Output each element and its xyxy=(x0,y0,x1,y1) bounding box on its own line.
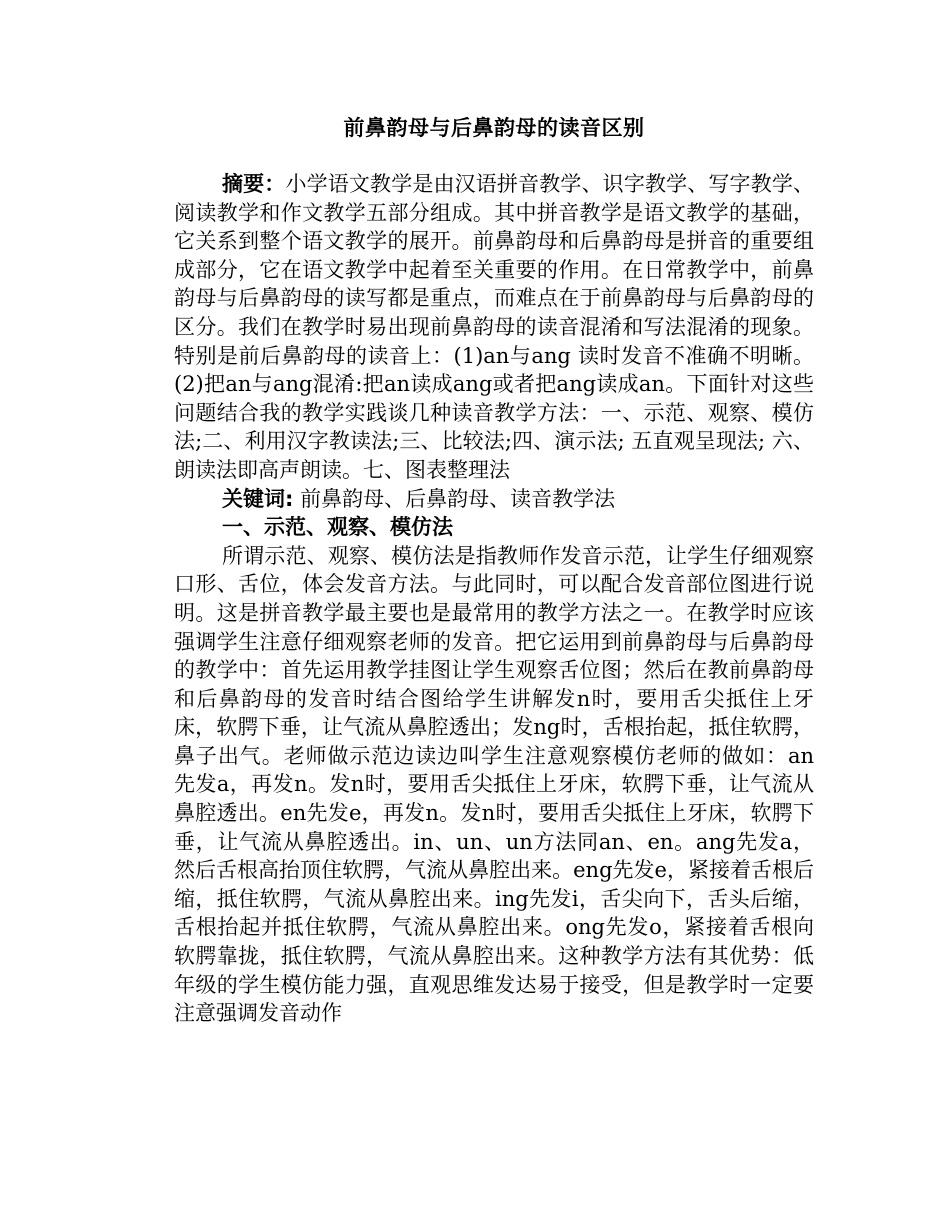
keywords-text: 前鼻韵母、后鼻韵母、读音教学法 xyxy=(300,486,616,511)
keywords-label: 关键词: xyxy=(222,486,294,511)
abstract-text: 小学语文教学是由汉语拼音教学、识字教学、写字教学、阅读教学和作文教学五部分组成。其中拼音教学是语文教学的基础，它关系到整个语文教学的展开。前鼻韵母和后鼻韵母是拼音的重要组成部分，它在语文教学中起着至关重要的作用。在日常教学中，前鼻韵母与后鼻韵母的读写都是重点，而难点在于前鼻韵母与后鼻韵母的区分。我们在教学时易出现前鼻韵母的读音混淆和写法混淆的现象。特别是前后鼻韵母的读音上：(1)an与ang 读时发音不准确不明晰。(2)把an与ang混淆:把an读成ang或者把ang读成an。下面针对这些问题结合我的教学实践谈几种读音教学方法：一、示范、观察、模仿法;二、利用汉字教读法;三、比较法;四、演示法; 五直观呈现法; 六、朗读法即高声朗读。七、图表整理法 xyxy=(174,172,815,482)
abstract-label: 摘要： xyxy=(222,172,286,196)
section-heading: 一、示范、观察、模仿法 xyxy=(222,515,453,540)
section-body-paragraph: 所谓示范、观察、模仿法是指教师作发音示范，让学生仔细观察口形、舌位，体会发音方法。与此同时，可以配合发音部位图进行说明。这是拼音教学最主要也是最常用的教学方法之一。在教学时应该强调学生注意仔细观察老师的发音。把它运用到前鼻韵母与后鼻韵母的教学中：首先运用教学挂图让学生观察舌位图；然后在教前鼻韵母和后鼻韵母的发音时结合图给学生讲解发n时，要用舌尖抵住上牙床，软腭下垂，让气流从鼻腔透出；发ng时，舌根抬起，抵住软腭，鼻子出气。老师做示范边读边叫学生注意观察模仿老师的做如：an 先发a，再发n。发n时，要用舌尖抵住上牙床，软腭下垂，让气流从鼻腔透出。en先发e，再发n。发n时，要用舌尖抵住上牙床，软腭下垂，让气流从鼻腔透出。in、un、un方法同an、en。ang先发a，然后舌根高抬顶住软腭，气流从鼻腔出来。eng先发e，紧接着舌根后缩，抵住软腭，气流从鼻腔出来。ing先发i，舌尖向下，舌头后缩，舌根抬起并抵住软腭，气流从鼻腔出来。ong先发o，紧接着舌根向软腭靠拢，抵住软腭，气流从鼻腔出来。这种教学方法有其优势：低年级的学生模仿能力强，直观思维发达易于接受，但是教学时一定要注意强调发音动作 xyxy=(174,543,814,1026)
abstract-paragraph xyxy=(174,170,814,485)
keywords-paragraph xyxy=(174,485,814,514)
document-title: 前鼻韵母与后鼻韵母的读音区别 xyxy=(343,116,645,140)
document-page xyxy=(174,112,814,1028)
